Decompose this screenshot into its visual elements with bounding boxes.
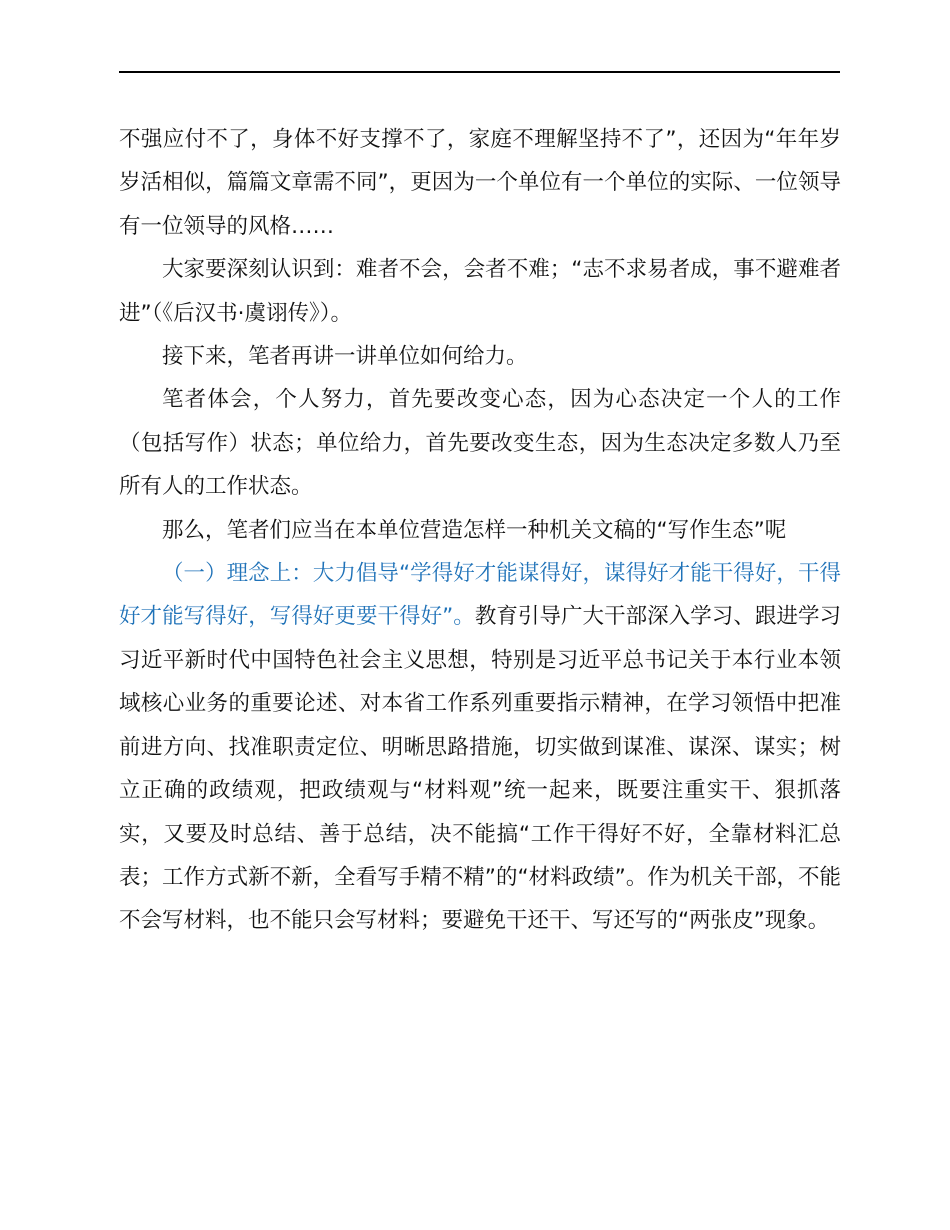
section-body: 教育引导广大干部深入学习、跟进学习习近平新时代中国特色社会主义思想，特别是习近平总书记关于本行业本领域核心业务的重要论述、对本省工作系列重要指示精神，在学习领悟中把准前进方向、找准职责定位、明晰思路措施，切实做到谋准、谋深、谋实；树立正确的政绩观，把政绩观与“材料观”统一起来，既要注重实干、狠抓落实，又要及时总结、善于总结，决不能搞“工作干得好不好，全靠材料汇总表；工作方式新不新，全看写手精不精”的“材料政绩”。作为机关干部，不能不会写材料，也不能只会写材料；要避免干还干、写还写的“两张皮”现象。 xyxy=(119,604,841,934)
document-body xyxy=(119,118,841,943)
paragraph-section-one xyxy=(119,552,841,943)
paragraph-continuation: 不强应付不了，身体不好支撑不了，家庭不理解坚持不了”，还因为“年年岁岁活相似，篇篇文章需不同”，更因为一个单位有一个单位的实际、一位领导有一位领导的风格…… xyxy=(119,127,841,239)
paragraph-quote: 大家要深刻认识到：难者不会，会者不难；“志不求易者成，事不避难者进”（《后汉书·虞诩传》）。 xyxy=(119,257,841,326)
paragraph-mindset: 笔者体会，个人努力，首先要改变心态，因为心态决定一个人的工作（包括写作）状态；单位给力，首先要改变生态，因为生态决定多数人乃至所有人的工作状态。 xyxy=(119,387,841,500)
paragraph-transition: 接下来，笔者再讲一讲单位如何给力。 xyxy=(162,344,528,370)
header-rule xyxy=(119,71,840,73)
paragraph-question: 那么，笔者们应当在本单位营造怎样一种机关文稿的“写作生态”呢 xyxy=(162,517,787,543)
section-heading: （一）理念上：大力倡导“学得好才能谋得好，谋得好才能干得好，干得好才能写得好，写得好更要干得好”。 xyxy=(119,561,841,630)
